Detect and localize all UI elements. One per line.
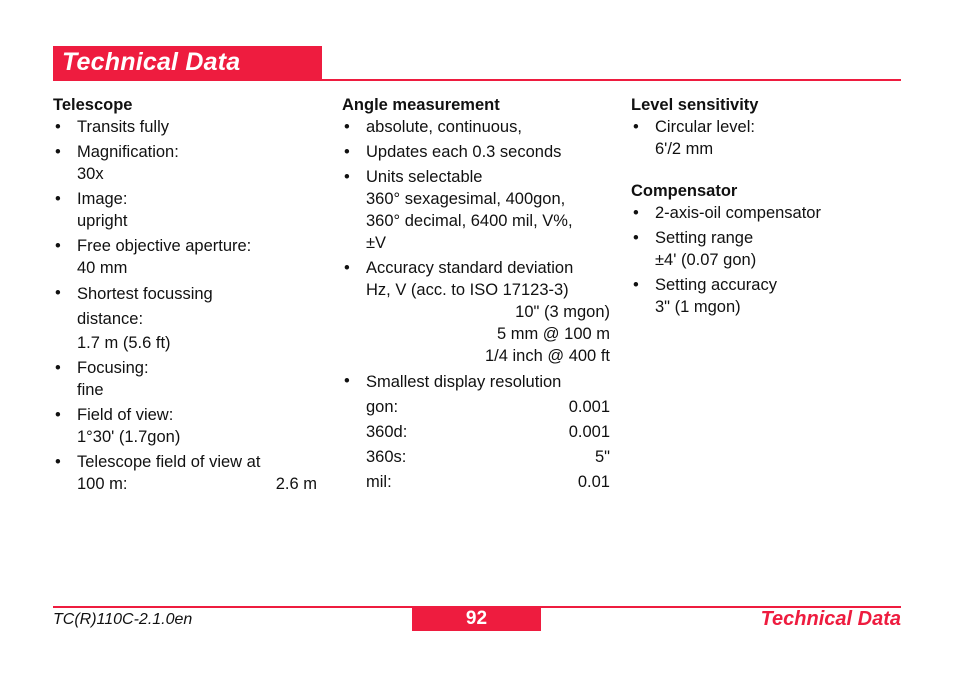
resolution-row: 360s: 5"	[366, 448, 610, 466]
top-rule	[53, 79, 901, 81]
list-item: • Smallest display resolution gon: 0.001 360d: 0.001 360s: 5" mil: 0.01	[342, 370, 610, 495]
angle-section	[342, 95, 610, 498]
list-item: • Telescope field of view at 100 m: 2.6 m	[53, 451, 317, 495]
list-item: • Updates each 0.3 seconds	[342, 141, 610, 163]
list-item: • Focusing: fine	[53, 357, 317, 401]
list-item: • Transits fully	[53, 116, 317, 138]
page-title: Technical Data	[62, 48, 241, 76]
level-heading: Level sensitivity	[631, 96, 759, 114]
list-item: • Image: upright	[53, 188, 317, 232]
level-section	[631, 95, 901, 321]
list-item: • absolute, continuous,	[342, 116, 610, 138]
list-item: • Accuracy standard deviation Hz, V (acc. to ISO 17123-3) 10" (3 mgon) 5 mm @ 100 m 1/4 inch @ 400 ft	[342, 257, 610, 367]
list-item: • Units selectable 360° sexagesimal, 400gon, 360° decimal, 6400 mil, V%, ±V	[342, 166, 610, 254]
list-item: • Free objective aperture: 40 mm	[53, 235, 317, 279]
document-id: TC(R)110C-2.1.0en	[53, 611, 193, 628]
list-item: • Setting range ±4' (0.07 gon)	[631, 227, 901, 271]
list-item: • Setting accuracy 3" (1 mgon)	[631, 274, 901, 318]
angle-heading: Angle measurement	[342, 96, 500, 114]
list-item: • Field of view: 1°30' (1.7gon)	[53, 404, 317, 448]
resolution-row: mil: 0.01	[366, 473, 610, 491]
list-item: • Shortest focussing distance: 1.7 m (5.6 ft)	[53, 282, 317, 354]
resolution-row: 360d: 0.001	[366, 423, 610, 441]
compensator-heading: Compensator	[631, 182, 738, 200]
telescope-heading: Telescope	[53, 96, 133, 114]
footer-section-title: Technical Data	[760, 608, 901, 630]
page-number: 92	[412, 606, 541, 631]
resolution-row: gon: 0.001	[366, 398, 610, 416]
list-item: • Magnification: 30x	[53, 141, 317, 185]
list-item: • 2-axis-oil compensator	[631, 202, 901, 224]
telescope-section	[53, 95, 317, 498]
list-item: • Circular level: 6'/2 mm	[631, 116, 901, 160]
title-bar	[53, 46, 322, 79]
